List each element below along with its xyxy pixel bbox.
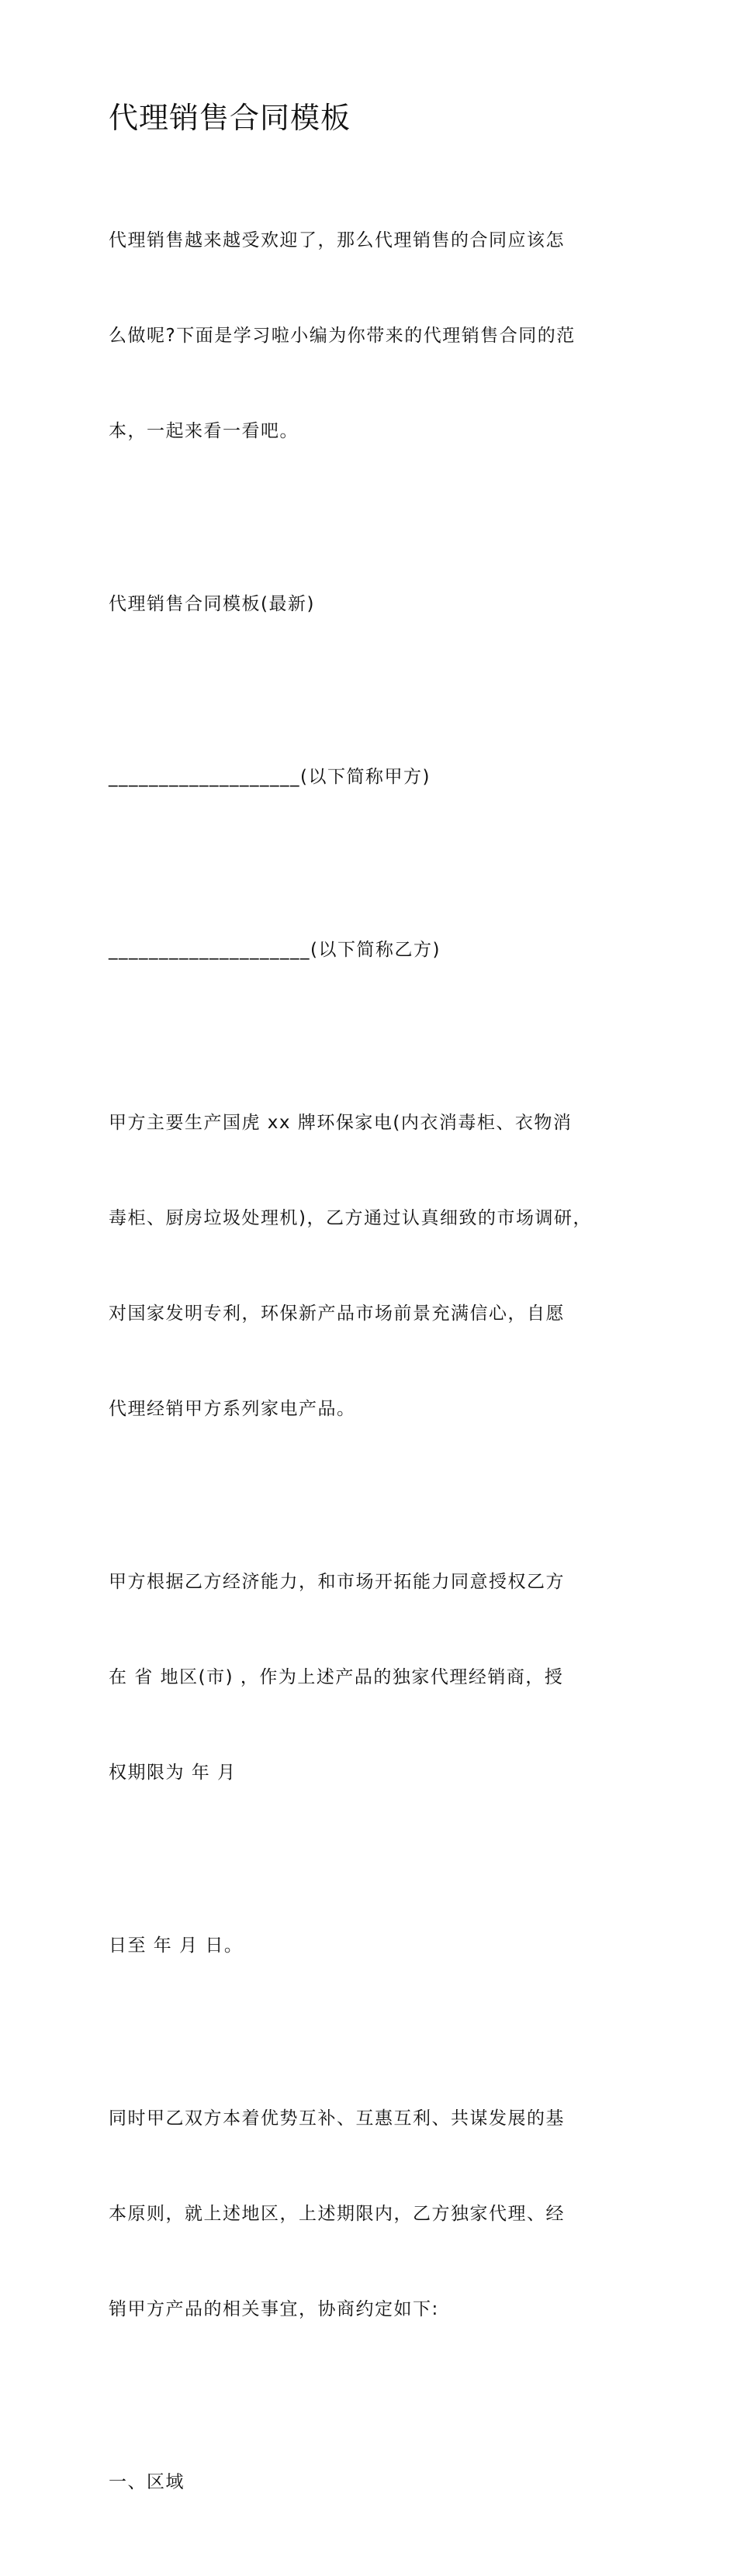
product-paragraph: [109, 1044, 644, 1489]
text-line: 毒柜、厨房垃圾处理机)，乙方通过认真细致的市场调研，: [109, 1208, 592, 1228]
text-line: 代理经销甲方系列家电产品。: [109, 1399, 356, 1419]
document-title: 代理销售合同模板: [109, 101, 351, 135]
section-heading: [109, 2403, 644, 2562]
text-line: 对国家发明专利，环保新产品市场前景充满信心，自愿: [109, 1304, 565, 1324]
text-line: ____________________(以下简称乙方): [109, 940, 441, 960]
text-line: 权期限为 年 月: [109, 1763, 237, 1783]
intro-paragraph: [109, 161, 644, 511]
text-line: 么做呢?下面是学习啦小编为你带来的代理销售合同的范: [109, 326, 576, 346]
text-line: 甲方主要生产国虎 xx 牌环保家电(内衣消毒柜、衣物消: [109, 1113, 573, 1133]
text-line: ___________________(以下简称甲方): [109, 767, 431, 787]
template-subtitle: [109, 525, 644, 684]
date-range-paragraph: [109, 1866, 644, 2025]
text-line: 同时甲乙双方本着优势互补、互惠互利、共谋发展的基: [109, 2108, 565, 2129]
text-line: 甲方根据乙方经济能力，和市场开拓能力同意授权乙方: [109, 1572, 565, 1592]
text-line: 销甲方产品的相关事宜，协商约定如下:: [109, 2299, 439, 2319]
party-b-line: [109, 871, 644, 1030]
text-line: 代理销售合同模板(最新): [109, 594, 315, 614]
text-line: 代理销售越来越受欢迎了，那么代理销售的合同应该怎: [109, 230, 565, 250]
text-line: 本原则，就上述地区，上述期限内，乙方独家代理、经: [109, 2204, 565, 2224]
text-line: 在 省 地区(市) ，作为上述产品的独家代理经销商，授: [109, 1667, 564, 1687]
authorization-paragraph: [109, 1503, 644, 1853]
party-a-line: [109, 698, 644, 857]
principles-paragraph: [109, 2039, 644, 2389]
text-line: 一、区域: [109, 2472, 185, 2492]
document-content: [109, 98, 644, 2576]
text-line: 日至 年 月 日。: [109, 1935, 244, 1956]
text-line: 本，一起来看一看吧。: [109, 421, 299, 441]
